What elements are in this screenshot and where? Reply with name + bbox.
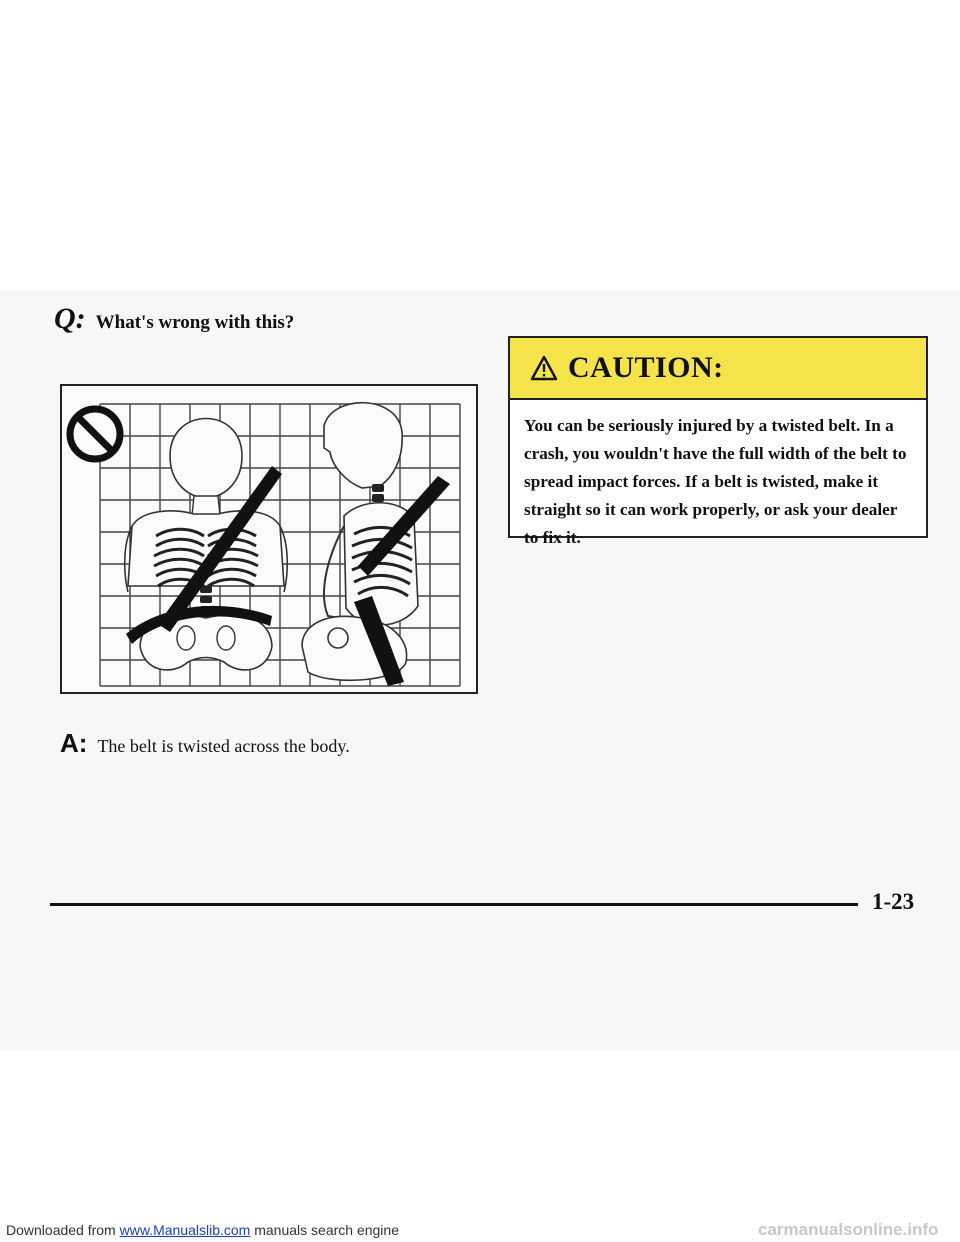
download-banner [6, 1222, 399, 1238]
caution-header [510, 338, 926, 400]
page-number: 1-23 [872, 889, 915, 914]
download-banner-prefix: Downloaded from [6, 1222, 116, 1238]
answer [60, 728, 350, 759]
question [54, 302, 294, 336]
footer-rule [50, 903, 858, 906]
caution-title: CAUTION: [568, 351, 724, 384]
twisted-belt-figure [60, 384, 478, 694]
download-banner-suffix: manuals search engine [254, 1222, 399, 1238]
front-skeleton-illustration [125, 419, 288, 670]
side-skeleton-illustration [302, 403, 450, 686]
caution-box [508, 336, 928, 547]
figure-illustration [62, 386, 476, 692]
site-watermark: carmanualsonline.info [758, 1220, 939, 1239]
page-top-margin [0, 0, 960, 290]
page-bottom-margin [0, 1050, 960, 1242]
manualslib-link[interactable]: www.Manualslib.com [119, 1222, 251, 1238]
question-marker: Q: [54, 302, 86, 335]
question-text: What's wrong with this? [95, 312, 295, 333]
prohibited-icon [70, 409, 120, 459]
warning-triangle-icon [530, 355, 558, 381]
answer-text: The belt is twisted across the body. [97, 736, 350, 756]
caution-body: You can be seriously injured by a twisted belt. In a crash, you wouldn't have the full width of the belt to spread impact forces. If a belt is twisted, make it straight so it can work properly, or ask your dealer to fix it. [524, 416, 907, 547]
answer-marker: A: [60, 728, 88, 758]
